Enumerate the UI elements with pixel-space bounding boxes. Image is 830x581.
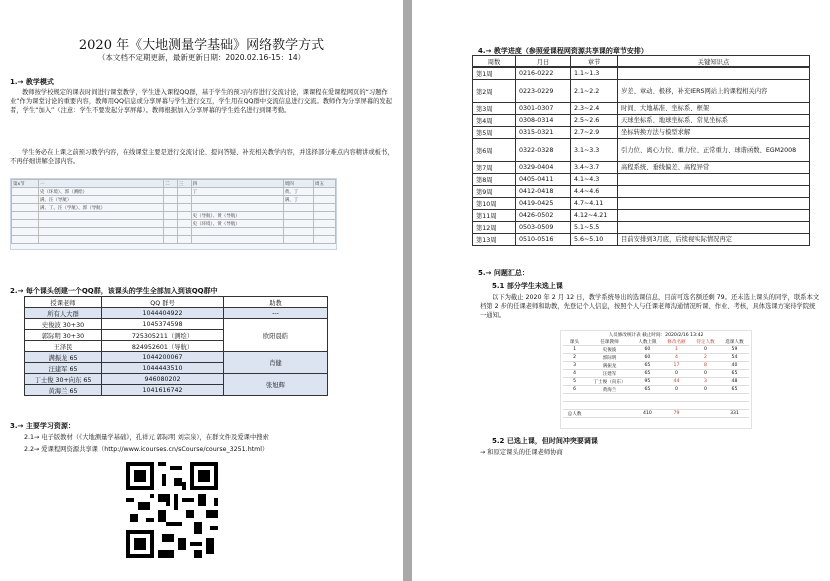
sheet-header-cell: 课头	[563, 338, 586, 346]
qq-cell: 满振龙 65	[25, 352, 102, 363]
progress-chapter: 3.1~3.3	[571, 139, 618, 162]
schedule-cell: 史（环境）、黄（导航）	[191, 220, 283, 228]
sheet-cell	[563, 394, 586, 402]
qq-cell: 946080202	[102, 374, 224, 385]
sheet-header-cell: 选课人数	[720, 338, 749, 346]
sheet-total-row	[563, 410, 749, 418]
schedule-progress-table	[472, 55, 810, 67]
sheet-cell	[720, 402, 749, 410]
progress-date: 0510-0516	[516, 234, 571, 246]
qq-cell: 郭际明 30+30	[25, 330, 102, 341]
section4-heading: 4.→ 教学进度（参照爱课程网资源共享课的章节安排）	[478, 47, 648, 55]
progress-week: 第3周	[473, 103, 516, 115]
progress-chapter: 5.1~5.5	[571, 222, 618, 234]
sheet-cell: 郭际明	[586, 354, 633, 362]
section51-paragraph: 以下为截止 2020 年 2 月 12 日，教学系统导出的选课信息，目前可选名额还剩 79。还未选上课头的同学，联系本文档第 2 步的任课老师和助教，先登记个人信息，按照个人与任课老师沟通情况听课、作业、考核，具体选课方案待学院统一通知。	[480, 294, 820, 319]
sheet-cell: 17	[662, 362, 691, 370]
progress-keypoints: 引力位、离心力位、重力位、正常重力、球谐函数、EGM2008	[618, 139, 810, 162]
qq-cell: 1041616742	[102, 385, 224, 396]
schedule-head-cell: 第x节	[12, 180, 39, 188]
sheet-cell: 黄海兰	[586, 386, 633, 394]
progress-date: 0216-0222	[516, 68, 571, 80]
progress-week: 第13周	[473, 234, 516, 246]
progress-row	[473, 186, 810, 198]
progress-chapter: 5.6~5.10	[571, 234, 618, 246]
sheet-cell: 8	[691, 362, 720, 370]
qq-cell: 欧阳晨皓	[224, 319, 328, 352]
section52-paragraph: → 和原定课头的任课老师协商	[480, 449, 563, 456]
sheet-cell: 史俊波	[586, 346, 633, 354]
sheet-cell: 54	[720, 354, 749, 362]
sheet-cell	[720, 394, 749, 402]
progress-date: 0412-0418	[516, 186, 571, 198]
sheet-total-cell	[586, 410, 633, 418]
qq-cell: 1044404922	[102, 308, 224, 319]
sheet-cell: 0	[691, 370, 720, 378]
sheet-cell: 65	[720, 370, 749, 378]
resource-line-1: 2.1→ 电子版教材（《大地测量学基础》，孔祥元 郭际明 刘宗泉），在群文件及爱课中搜索	[24, 434, 269, 441]
progress-week: 第8周	[473, 174, 516, 186]
sheet-cell: 3	[691, 378, 720, 386]
qq-cell: 1045374598	[102, 319, 224, 330]
progress-keypoints	[618, 186, 810, 198]
sheet-title: 人员修改统计表 截止时间：2020/2/16 13:42	[608, 333, 704, 338]
sheet-header-cell: 任课教师	[586, 338, 633, 346]
sheet-cell: 65	[633, 386, 662, 394]
progress-keypoints: 时间、大地基准、坐标系、框架	[618, 103, 810, 115]
sheet-total-cell: 331	[720, 410, 749, 418]
progress-week: 第4周	[473, 115, 516, 127]
progress-keypoints: 岁差、章动、极移，补充IERS网站上的课程相关内容	[618, 80, 810, 103]
sheet-cell: 48	[720, 378, 749, 386]
progress-keypoints: 天球坐标系、地球坐标系、常见坐标系	[618, 115, 810, 127]
section5-heading: 5.→ 问题汇总：	[478, 269, 529, 277]
schedule-cell: 黄、丁	[283, 188, 313, 196]
resource-line-2[interactable]: 2.2→ 爱课程网资源共享课（http://www.icourses.cn/sCourse/course_3251.html）	[24, 446, 269, 453]
sheet-cell: 44	[662, 378, 691, 386]
progress-chapter: 4.12~4.21	[571, 210, 618, 222]
sheet-cell: 1	[563, 346, 586, 354]
progress-keypoints	[618, 222, 810, 234]
progress-row	[473, 115, 810, 127]
qq-cell: 824952601（导航）	[102, 341, 224, 352]
progress-row	[473, 127, 810, 139]
sheet-cell: 65	[720, 386, 749, 394]
sheet-total-cell: 79	[662, 410, 691, 418]
sheet-cell	[691, 394, 720, 402]
sheet-cell	[563, 402, 586, 410]
sheet-cell: 60	[633, 354, 662, 362]
sheet-cell: 0	[691, 346, 720, 354]
section3-heading: 3.→ 主要学习资源：	[10, 422, 75, 430]
schedule-cell: 满、汪（导航）	[38, 196, 163, 204]
schedule-cell: 满、丁、汪（学航）、郭（导航）	[38, 204, 163, 212]
sheet-cell: 0	[662, 370, 691, 378]
qq-cell: 725305211（测绘）	[102, 330, 224, 341]
qr-code	[125, 461, 219, 559]
schedule-cell: 史（导航）、黄（导航）	[191, 212, 283, 220]
progress-col-chapter: 章节	[571, 56, 618, 67]
section51-heading: 5.1 部分学生未选上课	[492, 282, 563, 290]
sheet-total-cell	[691, 410, 720, 418]
qq-cell: 汪建军 65	[25, 363, 102, 374]
qq-group-table	[24, 296, 328, 396]
sheet-header-cell: 待定人数	[691, 338, 720, 346]
qq-col-group: QQ 群号	[102, 297, 224, 308]
sheet-cell: 6	[563, 386, 586, 394]
sheet-cell: 95	[633, 378, 662, 386]
sheet-row	[563, 346, 749, 354]
progress-week: 第10周	[473, 198, 516, 210]
progress-week: 第6周	[473, 139, 516, 162]
sheet-cell	[662, 394, 691, 402]
qq-cell: ---	[224, 308, 328, 319]
progress-col-date: 月日	[516, 56, 571, 67]
schedule-head-cell: 四	[191, 180, 283, 188]
sheet-total-cell: 410	[633, 410, 662, 418]
progress-keypoints: 目前安排到3月底，后续视实际情况再定	[618, 234, 810, 246]
sheet-row	[563, 386, 749, 394]
sheet-empty-row	[563, 394, 749, 402]
progress-week: 第7周	[473, 162, 516, 174]
progress-date: 0419-0425	[516, 198, 571, 210]
qq-cell: 肖健	[224, 352, 328, 374]
progress-row	[473, 234, 810, 246]
progress-chapter: 4.1~4.3	[571, 174, 618, 186]
schedule-cell: 满、丁	[283, 196, 313, 204]
progress-row	[473, 210, 810, 222]
progress-date: 0426-0502	[516, 210, 571, 222]
progress-keypoints	[618, 210, 810, 222]
sheet-row	[563, 370, 749, 378]
qq-cell: 史俊波 30+30	[25, 319, 102, 330]
schedule-cell: 丁	[191, 188, 283, 196]
sheet-cell: 丁士俊（向东）	[586, 378, 633, 386]
sheet-cell: 5	[563, 378, 586, 386]
sheet-cell: 1	[662, 346, 691, 354]
progress-week: 第12周	[473, 222, 516, 234]
section52-heading: 5.2 已选上课，但时间冲突要调课	[492, 437, 598, 445]
sheet-row	[563, 362, 749, 370]
progress-chapter: 2.7~2.9	[571, 127, 618, 139]
document-page-right	[412, 0, 830, 581]
progress-date: 0405-0411	[516, 174, 571, 186]
progress-keypoints	[618, 68, 810, 80]
qq-cell: 黄海兰 65	[25, 385, 102, 396]
progress-row	[473, 80, 810, 103]
section1-heading: 1.→ 教学模式	[10, 78, 54, 86]
progress-row	[473, 174, 810, 186]
progress-col-week: 周数	[473, 56, 516, 67]
section1-paragraph2: 学生务必在上课之前预习教学内容，在线课堂主要是进行交流讨论、提问答疑、补充相关教学内容，并选择部分难点内容精讲或板书，不再仔细讲解全部内容。	[10, 149, 394, 165]
schedule-image	[10, 178, 337, 250]
schedule-table	[11, 179, 336, 244]
progress-date: 0329-0404	[516, 162, 571, 174]
sheet-cell	[586, 394, 633, 402]
document-page-left	[0, 0, 403, 581]
schedule-head-cell: 一	[38, 180, 163, 188]
progress-keypoints	[618, 174, 810, 186]
qq-col-assistant: 助教	[224, 297, 328, 308]
sheet-cell: 4	[662, 354, 691, 362]
progress-keypoints: 坐标转换方法与模型求解	[618, 127, 810, 139]
sheet-cell	[662, 402, 691, 410]
qq-cell: 丁士俊 30+向东 65	[25, 374, 102, 385]
sheet-cell	[586, 402, 633, 410]
schedule-head-cell: 周四	[283, 180, 313, 188]
sheet-cell: 65	[633, 362, 662, 370]
qq-cell: 张旭辉	[224, 374, 328, 396]
sheet-cell: 3	[563, 362, 586, 370]
page-title: 2020 年《大地测量学基础》网络教学方式	[78, 38, 325, 53]
qq-cell: 1044200067	[102, 352, 224, 363]
progress-week: 第2周	[473, 80, 516, 103]
progress-row	[473, 162, 810, 174]
schedule-head-cell: 二	[164, 180, 178, 188]
sheet-cell: 60	[633, 346, 662, 354]
sheet-cell	[633, 402, 662, 410]
progress-week: 第11周	[473, 210, 516, 222]
sheet-cell	[691, 402, 720, 410]
section1-paragraph1: 教师按学校规定的课表时间进行课堂教学，学生进入课程QQ群，基于学生的预习内容进行交流讨论，课课程在爱课程网页的“习题作业”作为课堂讨论的重要内容，教师用QQ信息或分享屏幕与学生进行交互，学生用在QQ群中交流信息进行交流。教师作为分享屏幕的发起者，学生“加入”（注意：学生不要发起分享屏幕）。教师根据加入分享屏幕的学生姓名进行到课考勤。	[10, 89, 393, 114]
sheet-cell: 0	[662, 386, 691, 394]
sheet-cell: 0	[691, 386, 720, 394]
sheet-cell	[633, 394, 662, 402]
schedule-head-cell: 三	[177, 180, 191, 188]
sheet-cell: 满振龙	[586, 362, 633, 370]
sheet-cell: 4	[563, 370, 586, 378]
sheet-cell: 汪建军	[586, 370, 633, 378]
progress-week: 第1周	[473, 68, 516, 80]
progress-keypoints	[618, 198, 810, 210]
qq-cell: 1044443510	[102, 363, 224, 374]
sheet-header-cell: 人数上限	[633, 338, 662, 346]
sheet-row	[563, 354, 749, 362]
progress-row	[473, 139, 810, 162]
progress-chapter: 2.5~2.6	[571, 115, 618, 127]
qq-cell: 王泽民	[25, 341, 102, 352]
sheet-cell: 2	[691, 354, 720, 362]
section2-heading: 2.→ 每个课头创建一个QQ群，该课头的学生全部加入到该QQ群中	[10, 287, 218, 295]
progress-chapter: 3.4~3.7	[571, 162, 618, 174]
sheet-header-cell: 修改名额	[662, 338, 691, 346]
progress-row	[473, 68, 810, 80]
sheet-cell: 59	[720, 346, 749, 354]
progress-chapter: 2.1~2.2	[571, 80, 618, 103]
progress-row	[473, 103, 810, 115]
progress-date: 0503-0509	[516, 222, 571, 234]
progress-chapter: 4.7~4.11	[571, 198, 618, 210]
sheet-cell: 2	[563, 354, 586, 362]
schedule-head-cell: 周五	[313, 180, 335, 188]
schedule-cell: 史（环境）、郭（测绘）	[38, 188, 163, 196]
progress-chapter: 4.4~4.6	[571, 186, 618, 198]
progress-col-keypoints: 关键知识点	[618, 56, 810, 67]
progress-week: 第9周	[473, 186, 516, 198]
sheet-row	[563, 378, 749, 386]
progress-row	[473, 222, 810, 234]
progress-chapter: 2.3~2.4	[571, 103, 618, 115]
progress-row	[473, 198, 810, 210]
qq-col-teacher: 授课老师	[25, 297, 102, 308]
progress-week: 第5周	[473, 127, 516, 139]
enrollment-sheet-table	[563, 338, 749, 418]
sheet-empty-row	[563, 402, 749, 410]
sheet-cell: 65	[633, 370, 662, 378]
progress-chapter: 1.1~1.3	[571, 68, 618, 80]
sheet-cell: 40	[720, 362, 749, 370]
progress-date: 0322-0328	[516, 139, 571, 162]
page-subtitle: （本文档不定期更新，最新更新日期：2020.02.16-15：14）	[97, 53, 306, 62]
progress-date: 0315-0321	[516, 127, 571, 139]
schedule-progress-rows	[472, 67, 810, 246]
progress-date: 0223-0229	[516, 80, 571, 103]
sheet-total-cell: 总人数	[563, 410, 586, 418]
qq-cell: 所有人大群	[25, 308, 102, 319]
sheet-header-row	[563, 338, 749, 346]
progress-date: 0308-0314	[516, 115, 571, 127]
enrollment-sheet-image	[560, 330, 752, 429]
progress-keypoints: 高程系统、垂线偏差、高程异常	[618, 162, 810, 174]
progress-date: 0301-0307	[516, 103, 571, 115]
